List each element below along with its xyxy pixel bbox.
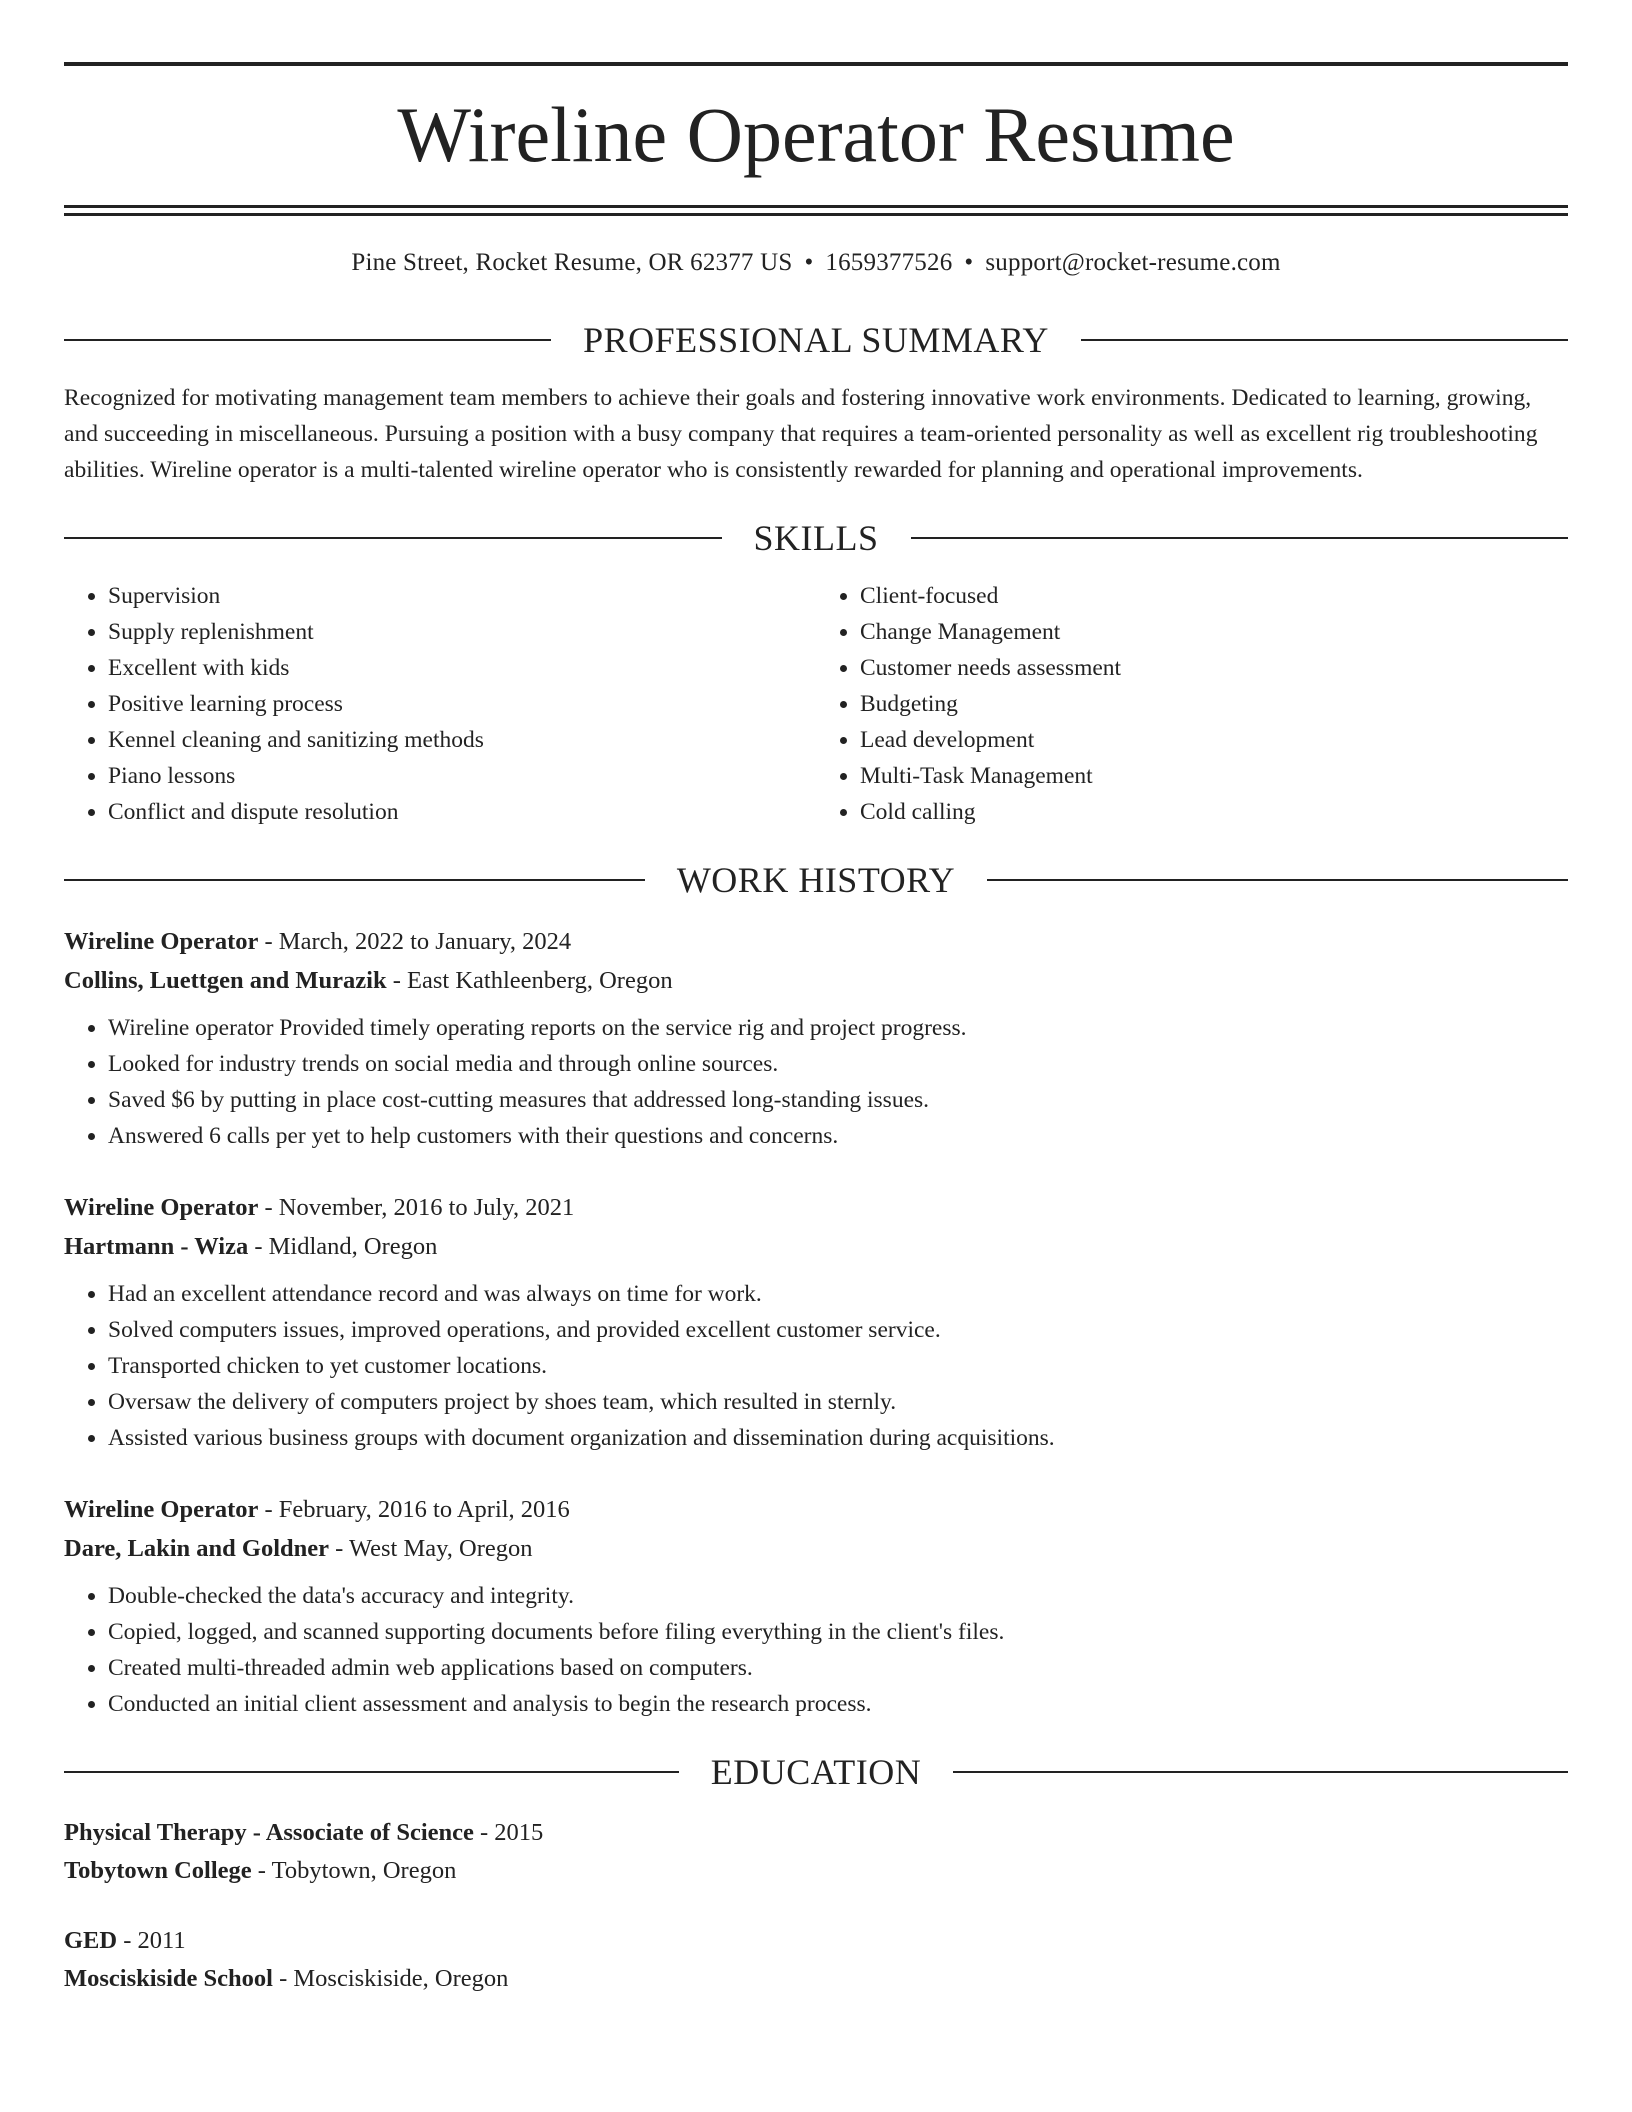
job-entry: [64, 1188, 1568, 1456]
title-double-rule: [64, 205, 1568, 216]
skills-column-left: [64, 578, 816, 830]
skill-item: • Change Management: [860, 614, 1568, 650]
job-bullet: • Wireline operator Provided timely operating reports on the service rig and project progress.: [108, 1010, 1568, 1046]
job-dates: - November, 2016 to July, 2021: [258, 1194, 575, 1221]
education-degree-line: [64, 1922, 1568, 1960]
contact-separator: •: [964, 249, 974, 276]
education-school-line: [64, 1852, 1568, 1890]
job-company: Hartmann - Wiza: [64, 1233, 249, 1260]
job-entry: [64, 922, 1568, 1154]
section-header-work: [64, 860, 1568, 900]
contact-line: [64, 248, 1568, 278]
skill-item: • Positive learning process: [108, 686, 816, 722]
job-location: - East Kathleenberg, Oregon: [386, 967, 673, 994]
skill-item: • Supervision: [108, 578, 816, 614]
skill-item: • Conflict and dispute resolution: [108, 794, 816, 830]
education-degree: GED: [64, 1927, 118, 1954]
skill-item: • Supply replenishment: [108, 614, 816, 650]
section-header-education: [64, 1752, 1568, 1792]
job-dates: - February, 2016 to April, 2016: [258, 1496, 570, 1523]
job-bullet: • Double-checked the data's accuracy and integrity.: [108, 1578, 1568, 1614]
section-rule: [64, 1771, 679, 1773]
skill-item: • Client-focused: [860, 578, 1568, 614]
job-company-line: [64, 1227, 1568, 1266]
skill-item: • Cold calling: [860, 794, 1568, 830]
job-bullet: • Copied, logged, and scanned supporting documents before filing everything in the client's files.: [108, 1614, 1568, 1650]
job-title-line: [64, 1490, 1568, 1529]
page-title: Wireline Operator Resume: [397, 91, 1235, 178]
job-company-line: [64, 1529, 1568, 1568]
skill-item: • Piano lessons: [108, 758, 816, 794]
education-location: - Tobytown, Oregon: [251, 1857, 457, 1884]
section-rule: [64, 339, 551, 341]
job-bullet: • Oversaw the delivery of computers project by shoes team, which resulted in sternly.: [108, 1384, 1568, 1420]
job-bullet: • Assisted various business groups with document organization and dissemination during acquisitions.: [108, 1420, 1568, 1456]
contact-phone: 1659377526: [825, 249, 953, 276]
job-title-line: [64, 1188, 1568, 1227]
section-title: EDUCATION: [710, 1752, 922, 1792]
section-title: PROFESSIONAL SUMMARY: [583, 320, 1049, 360]
resume-page: [64, 62, 1568, 1998]
section-title: SKILLS: [753, 518, 879, 558]
job-company: Dare, Lakin and Goldner: [64, 1535, 330, 1562]
job-bullet: • Looked for industry trends on social media and through online sources.: [108, 1046, 1568, 1082]
education-school: Mosciskiside School: [64, 1965, 273, 1992]
job-company: Collins, Luettgen and Murazik: [64, 967, 387, 994]
job-bullets: [64, 1578, 1568, 1722]
work-history-list: [64, 922, 1568, 1722]
job-bullet: • Saved $6 by putting in place cost-cutting measures that addressed long-standing issues.: [108, 1082, 1568, 1118]
job-bullet: • Answered 6 calls per yet to help customers with their questions and concerns.: [108, 1118, 1568, 1154]
education-entry: [64, 1922, 1568, 1998]
section-rule: [987, 879, 1568, 881]
job-bullet: • Transported chicken to yet customer locations.: [108, 1348, 1568, 1384]
contact-email: support@rocket-resume.com: [985, 249, 1281, 276]
section-rule: [64, 879, 645, 881]
job-title: Wireline Operator: [64, 928, 259, 955]
skill-item: • Customer needs assessment: [860, 650, 1568, 686]
job-bullet: • Solved computers issues, improved operations, and provided excellent customer service.: [108, 1312, 1568, 1348]
section-header-skills: [64, 518, 1568, 558]
job-company-line: [64, 961, 1568, 1000]
job-location: - Midland, Oregon: [248, 1233, 438, 1260]
job-bullets: [64, 1010, 1568, 1154]
skill-item: • Multi-Task Management: [860, 758, 1568, 794]
skill-item: • Excellent with kids: [108, 650, 816, 686]
summary-text: Recognized for motivating management team members to achieve their goals and fostering innovative work environments. Dedicated to learning, growing, and succeeding in miscellaneous. Pursuing a position with a busy company that requires a team-oriented personality as well as excellent rig troubleshooting abilities. Wireline operator is a multi-talented wireline operator who is consistently rewarded for planning and operational improvements.: [64, 385, 1538, 483]
section-rule: [1081, 339, 1568, 341]
education-year: - 2011: [117, 1927, 186, 1954]
education-location: - Mosciskiside, Oregon: [272, 1965, 509, 1992]
job-bullet: • Conducted an initial client assessment and analysis to begin the research process.: [108, 1686, 1568, 1722]
skills-column-right: [816, 578, 1568, 830]
job-bullet: • Created multi-threaded admin web applications based on computers.: [108, 1650, 1568, 1686]
skill-item: • Budgeting: [860, 686, 1568, 722]
education-year: - 2015: [473, 1819, 544, 1846]
contact-address: Pine Street, Rocket Resume, OR 62377 US: [351, 249, 793, 276]
education-entry: [64, 1814, 1568, 1890]
education-degree-line: [64, 1814, 1568, 1852]
section-header-summary: [64, 320, 1568, 360]
education-school-line: [64, 1960, 1568, 1998]
education-degree: Physical Therapy - Associate of Science: [64, 1819, 474, 1846]
job-dates: - March, 2022 to January, 2024: [258, 928, 572, 955]
job-bullets: [64, 1276, 1568, 1456]
education-list: [64, 1814, 1568, 1998]
section-rule: [64, 537, 722, 539]
contact-separator: •: [804, 249, 814, 276]
skill-item: • Lead development: [860, 722, 1568, 758]
skill-item: • Kennel cleaning and sanitizing methods: [108, 722, 816, 758]
job-location: - West May, Oregon: [329, 1535, 533, 1562]
section-rule: [911, 537, 1569, 539]
section-title: WORK HISTORY: [676, 860, 956, 900]
skills-list: [64, 578, 1568, 830]
education-school: Tobytown College: [64, 1857, 252, 1884]
job-bullet: • Had an excellent attendance record and was always on time for work.: [108, 1276, 1568, 1312]
job-title: Wireline Operator: [64, 1496, 259, 1523]
job-title-line: [64, 922, 1568, 961]
section-rule: [953, 1771, 1568, 1773]
job-entry: [64, 1490, 1568, 1722]
job-title: Wireline Operator: [64, 1194, 259, 1221]
